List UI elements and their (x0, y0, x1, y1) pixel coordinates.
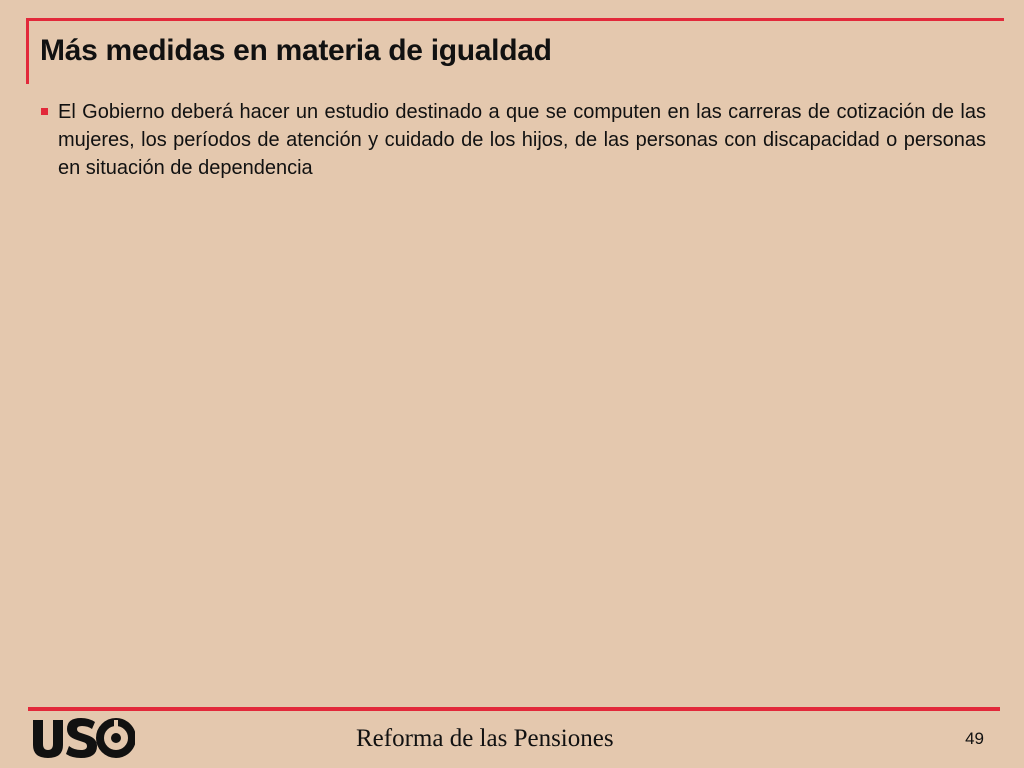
bullet-text: El Gobierno deberá hacer un estudio destinado a que se computen en las carreras de cotización de las mujeres, los períodos de atención y cuidado de los hijos, de las personas con discapacidad o personas en situación de dependencia (58, 101, 986, 179)
bullet-list (40, 98, 986, 182)
title-frame-left-line (26, 18, 29, 84)
footer-title: Reforma de las Pensiones (356, 725, 614, 752)
title-frame-top-line (26, 18, 1004, 21)
uso-logo (31, 716, 135, 760)
page-number: 49 (965, 729, 984, 748)
slide-title: Más medidas en materia de igualdad (40, 34, 552, 67)
bullet-item (40, 98, 986, 182)
square-bullet-icon (41, 108, 48, 115)
footer-divider (28, 707, 1000, 711)
